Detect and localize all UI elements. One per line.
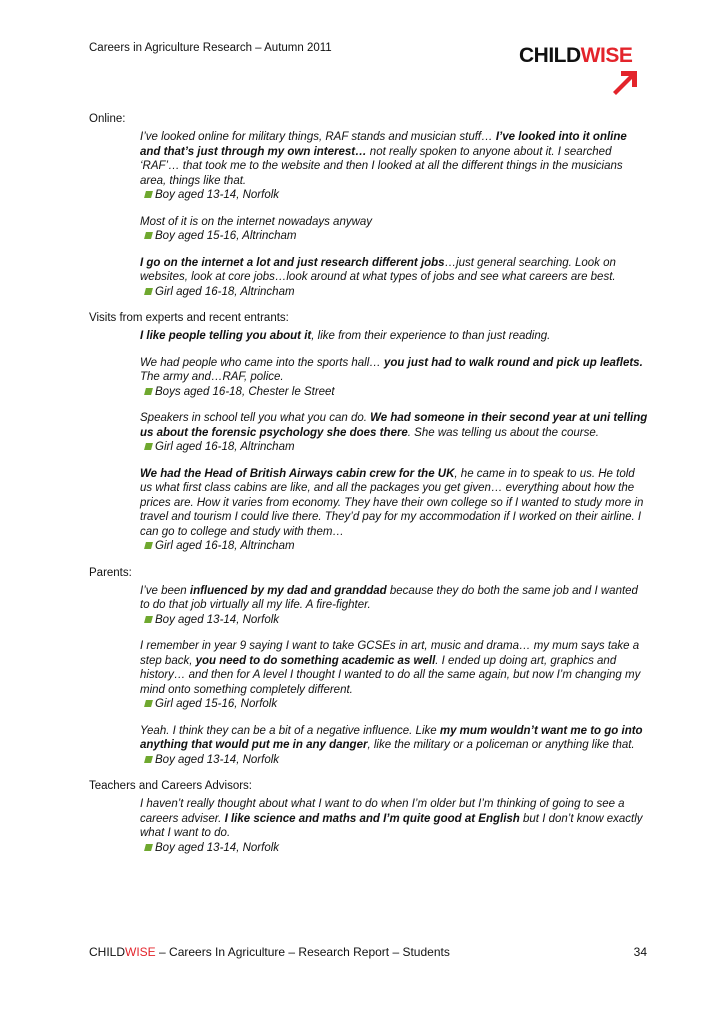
quote-emphasis: you need to do something academic as well [195,654,436,667]
bullet-icon [144,443,153,450]
section [89,112,649,299]
bullet-icon [144,191,153,198]
footer [89,945,647,959]
attribution-text: Girl aged 15-16, Norfolk [155,698,278,710]
attribution-text: Boy aged 13-14, Norfolk [155,613,280,626]
section [89,779,649,855]
quote-attribution [140,539,649,554]
footer-brand-wise: WISE [125,945,156,959]
section-title: Online: [89,113,126,125]
quote-text [140,256,649,285]
quote-segment: I’ve looked online for military things, RAF stands and musician stuff… [140,131,496,143]
quote-attribution [140,385,649,400]
quote-segment: We had people who came into the sports hall… [140,356,384,369]
quote [140,797,649,855]
quote-text [140,356,649,385]
attribution-text: Boy aged 13-14, Norfolk [155,841,280,854]
section-title: Parents: [89,566,132,579]
quote-segment: because they do both the same job and I wanted to do that job virtually all my life. A fire-fighter. [140,584,638,611]
quote-segment: . She was telling us about the course. [407,426,599,439]
quote-text [140,467,649,540]
quote-attribution [140,440,649,455]
bullet-icon [144,844,153,851]
quote-segment: I haven’t really thought about what I want to do when I’m older but I’m thinking of going to see a careers adviser. [140,798,625,825]
quote-text [140,130,649,188]
bullet-icon [144,542,153,549]
quote-attribution [140,841,649,856]
header-title: Careers in Agriculture Research – Autumn 2011 [89,42,332,54]
quote-segment: not really spoken to anyone about it. I searched ‘RAF’… that took me to the website and then I looked at all the different things in the musicians area, things like that. [140,145,623,187]
quote [140,356,649,400]
childwise-logo [519,44,641,106]
bullet-icon [144,616,153,623]
quote-text [140,329,649,344]
quote-emphasis: I’ve looked into it online and that’s just through my own interest… [140,131,627,158]
quote-text [140,215,649,230]
quote-emphasis: my mum wouldn’t want me to go into anything that would put me in any danger [140,724,643,751]
quote-emphasis: I go on the internet a lot and just research different jobs [140,256,445,269]
quote-text [140,411,649,440]
quote-segment: I’ve been [140,584,190,597]
quote-emphasis: We had the Head of British Airways cabin crew for the UK [140,467,455,480]
attribution-text: Girl aged 16-18, Altrincham [155,441,295,453]
quote-segment: Speakers in school tell you what you can do. [140,412,371,424]
quote-emphasis: I like people telling you about it [140,330,312,342]
quote-segment: but I don’t know exactly what I want to do. [140,812,643,839]
quote [140,584,649,628]
quote [140,215,649,244]
attribution-text: Boys aged 16-18, Chester le Street [155,385,335,398]
section [89,566,649,768]
quote [140,130,649,203]
attribution-text: Boy aged 13-14, Norfolk [155,189,280,201]
quote [140,724,649,768]
quote-attribution [140,285,649,300]
arrow-up-right-icon [611,69,639,97]
bullet-icon [144,388,153,395]
quote-segment: , like the military or a policeman or anything like that. [367,739,635,751]
attribution-text: Boy aged 13-14, Norfolk [155,753,280,766]
quote [140,411,649,455]
quote-emphasis: you just had to walk round and pick up leaflets. [383,356,643,369]
page-number: 34 [633,945,647,959]
quote [140,639,649,712]
quote-segment: , like from their experience to than just reading. [311,330,551,342]
quote-text [140,797,649,841]
section-title: Teachers and Careers Advisors: [89,780,252,792]
bullet-icon [144,756,153,763]
quote [140,467,649,554]
logo-child-text: CHILD [519,44,581,67]
quote-text [140,639,649,697]
quote-emphasis: I like science and maths and I’m quite good at English [224,812,520,825]
logo-wise-text: WISE [580,44,633,67]
quote-emphasis: influenced by my dad and granddad [189,584,387,597]
quote-text [140,724,649,753]
bullet-icon [144,288,153,295]
quote-attribution [140,697,649,712]
document-body [89,112,649,867]
section [89,311,649,554]
quote-attribution [140,188,649,203]
attribution-text: Girl aged 16-18, Altrincham [155,540,295,552]
bullet-icon [144,700,153,707]
bullet-icon [144,232,153,239]
quote-attribution [140,753,649,768]
quote-text [140,584,649,613]
quote-segment: Yeah. I think they can be a bit of a negative influence. Like [140,724,440,737]
quote-segment: The army and…RAF, police. [140,371,284,383]
quote-segment: I remember in year 9 saying I want to take GCSEs in art, music and drama… my mum says take a step back, [140,640,640,667]
quote-segment: Most of it is on the internet nowadays anyway [140,215,373,228]
quote-emphasis: We had someone in their second year at uni telling us about the forensic psychology she does there [140,412,648,439]
attribution-text: Girl aged 16-18, Altrincham [155,285,295,298]
quote [140,256,649,300]
quote-segment: …just general searching. Look on websites, look at core jobs…look around at what types of jobs and see what careers are best. [140,256,616,283]
attribution-text: Boy aged 15-16, Altrincham [155,230,297,242]
quote-segment: . I ended up doing art, graphics and history… and then for A level I thought I wanted to do all the same again, but now I’m changing my mind onto something completely different. [140,654,641,696]
quote-segment: , he came in to speak to us. He told us what first class cabins are like, and all the packages you get given… everything about how the prices are. How it varies from economy. They have their own college so if I wanted to study more in travel and tourism I could live there. They’d pay for my accommodation if I worked on their airline. I can go to college and study with them… [140,467,644,538]
quote [140,329,649,344]
footer-brand-child: CHILD [89,945,126,959]
footer-text: – Careers In Agriculture – Research Report – Students [155,945,450,959]
quote-attribution [140,613,649,628]
section-title: Visits from experts and recent entrants: [89,312,289,324]
quote-attribution [140,229,649,244]
